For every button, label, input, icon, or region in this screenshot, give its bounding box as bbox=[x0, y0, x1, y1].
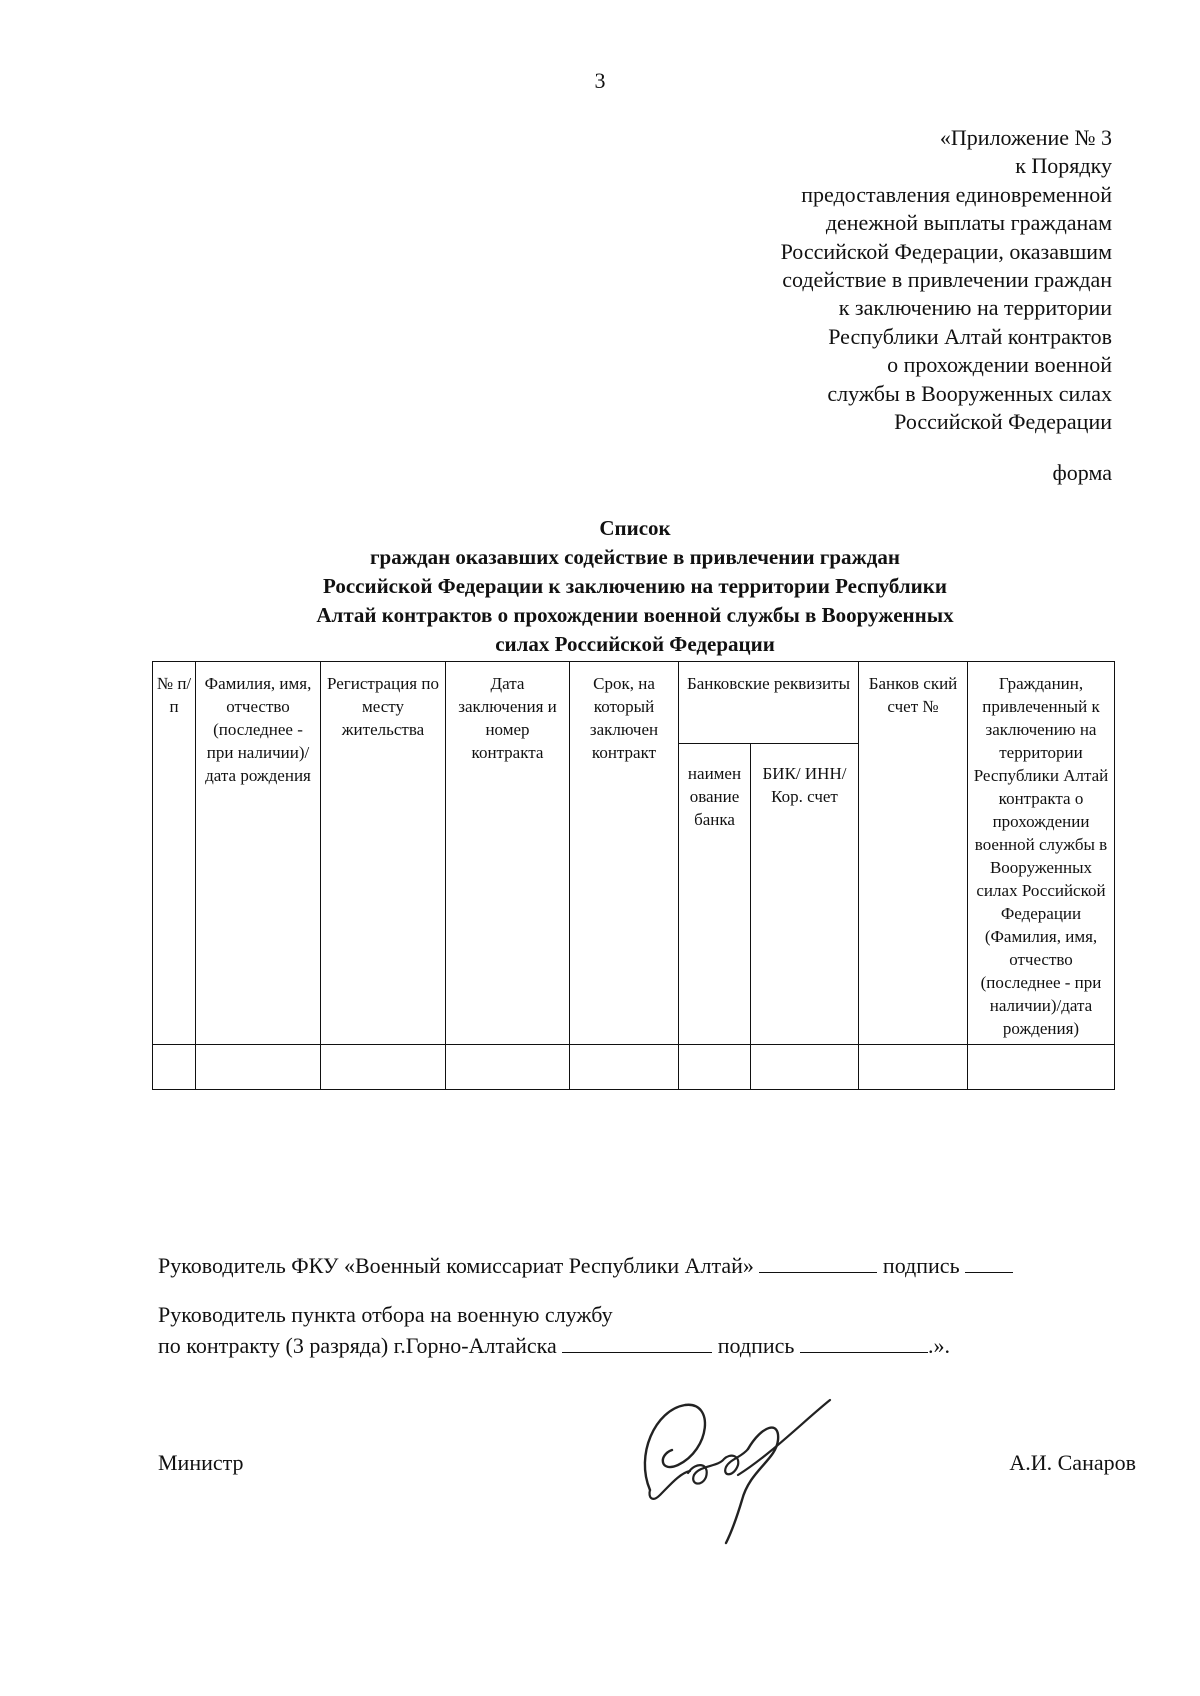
appendix-line: предоставления единовременной bbox=[801, 181, 1112, 207]
appendix-line: к Порядку bbox=[1015, 153, 1112, 179]
closing-quote: .». bbox=[927, 1333, 950, 1358]
form-label: форма bbox=[1052, 460, 1112, 485]
table-cell bbox=[968, 1045, 1115, 1090]
blank-line bbox=[562, 1330, 712, 1353]
selection-point-label: по контракту (3 разряда) г.Горно-Алтайска bbox=[158, 1333, 557, 1358]
table-cell bbox=[446, 1045, 570, 1090]
blank-line bbox=[759, 1250, 877, 1273]
footer-line-selection-point: Руководитель пункта отбора на военную службу bbox=[158, 1302, 613, 1327]
signature-label: подпись bbox=[717, 1333, 795, 1358]
table-cell bbox=[321, 1045, 446, 1090]
citizens-table bbox=[152, 661, 1115, 1090]
appendix-line: денежной выплаты гражданам bbox=[825, 210, 1112, 236]
header-bank-details: Банковские реквизиты bbox=[679, 662, 859, 744]
appendix-line: содействие в привлечении граждан bbox=[782, 267, 1112, 293]
signatory-name: А.И. Санаров bbox=[1009, 1450, 1136, 1475]
appendix-line: Российской Федерации bbox=[894, 409, 1112, 435]
header-account: Банков ский счет № bbox=[859, 662, 968, 1045]
table-cell bbox=[679, 1045, 751, 1090]
appendix-line: «Приложение № 3 bbox=[939, 125, 1112, 150]
appendix-line: к заключению на территории bbox=[838, 295, 1112, 321]
appendix-line: о прохождении военной bbox=[887, 352, 1112, 378]
table-cell bbox=[859, 1045, 968, 1090]
header-term: Срок, на который заключен контракт bbox=[570, 662, 679, 1045]
document-title bbox=[210, 514, 1060, 659]
appendix-reference bbox=[552, 124, 1112, 436]
blank-line bbox=[965, 1250, 1013, 1273]
header-contract-date: Дата заключения и номер контракта bbox=[446, 662, 570, 1045]
header-num: № п/п bbox=[153, 662, 196, 1045]
page-number: 3 bbox=[594, 68, 606, 93]
signatory-position: Министр bbox=[158, 1450, 244, 1475]
title-line: силах Российской Федерации bbox=[495, 632, 775, 656]
commissariat-head-label: Руководитель ФКУ «Военный комиссариат Республики Алтай» bbox=[158, 1253, 754, 1278]
table-cell bbox=[153, 1045, 196, 1090]
handwritten-signature bbox=[630, 1395, 870, 1545]
table-cell bbox=[751, 1045, 859, 1090]
header-registration: Регистрация по месту жительства bbox=[321, 662, 446, 1045]
header-citizen: Гражданин, привлеченный к заключению на территории Республики Алтай контракта о прохождении военной службы в Вооруженных силах Российской Федерации (Фамилия, имя, отчество (последнее - при наличии)/дата рождения) bbox=[968, 662, 1115, 1045]
appendix-line: Российской Федерации, оказавшим bbox=[780, 238, 1112, 264]
table-cell bbox=[570, 1045, 679, 1090]
table-cell bbox=[196, 1045, 321, 1090]
appendix-line: Республики Алтай контрактов bbox=[828, 323, 1112, 349]
footer-line-selection-point-2 bbox=[158, 1330, 950, 1361]
signature-label: подпись bbox=[882, 1253, 960, 1278]
title-line: Алтай контрактов о прохождении военной службы в Вооруженных bbox=[316, 603, 954, 627]
header-bank-name: наимен ование банка bbox=[679, 744, 751, 1045]
appendix-line: службы в Вооруженных силах bbox=[827, 380, 1112, 406]
header-fio: Фамилия, имя, отчество (последнее - при наличии)/ дата рождения bbox=[196, 662, 321, 1045]
title-line: граждан оказавших содействие в привлечении граждан bbox=[370, 545, 900, 569]
title-line: Российской Федерации к заключению на территории Республики bbox=[323, 574, 947, 598]
blank-line bbox=[800, 1330, 928, 1353]
title-line: Список bbox=[599, 516, 671, 540]
table-row bbox=[153, 1045, 1115, 1090]
header-bik-inn: БИК/ ИНН/ Кор. счет bbox=[751, 744, 859, 1045]
footer-line-commissariat bbox=[158, 1250, 1013, 1281]
